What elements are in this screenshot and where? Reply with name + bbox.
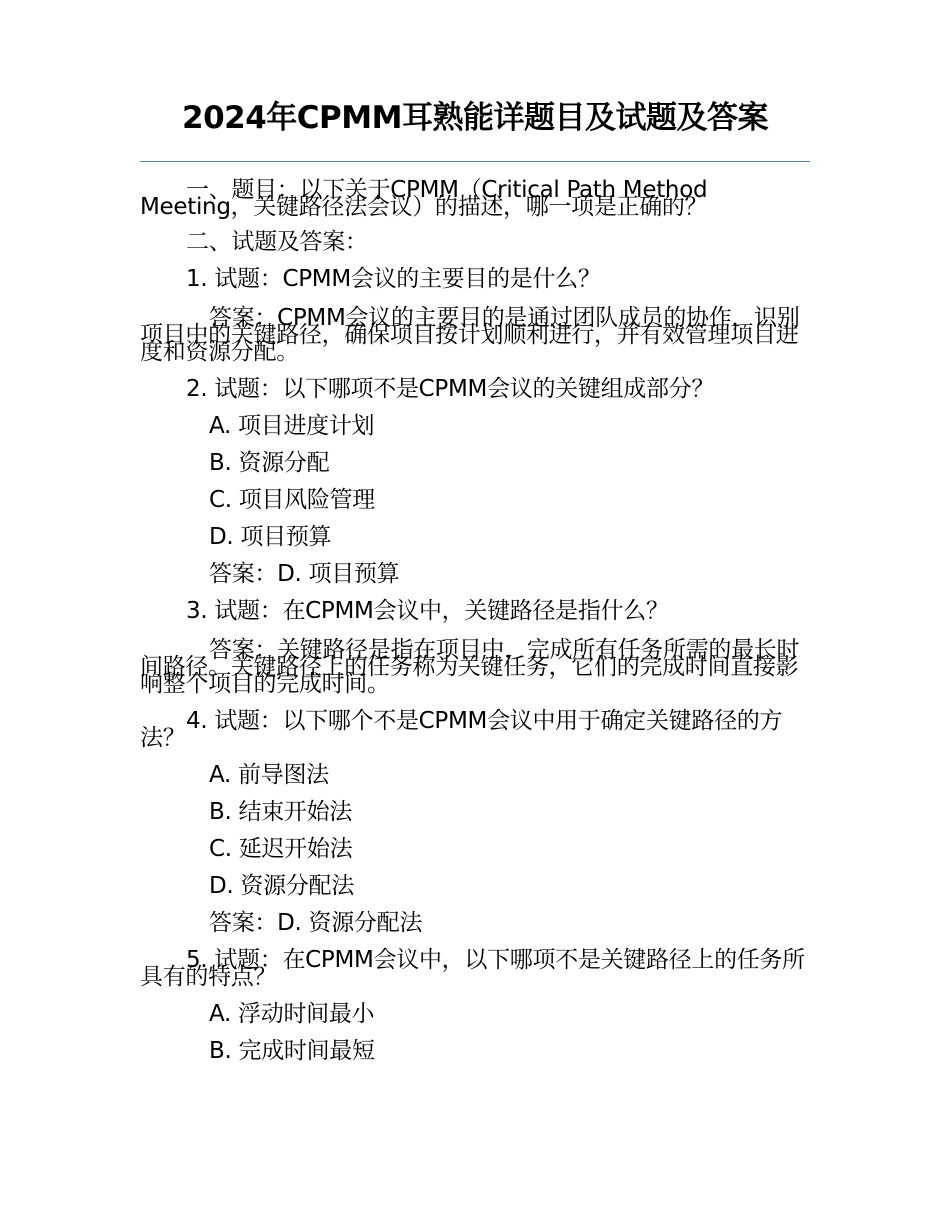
q3-answer: 答案：关键路径是指在项目中，完成所有任务所需的最长时间路径。关键路径上的任务称为关键任务，它们的完成时间直接影响整个项目的完成时间。 xyxy=(140,637,800,697)
q3-question: 3. 试题：在CPMM会议中，关键路径是指什么？ xyxy=(186,598,669,624)
q5-option-a: A. 浮动时间最小 xyxy=(209,1001,375,1027)
q1-answer: 答案：CPMM会议的主要目的是通过团队成员的协作，识别项目中的关键路径，确保项目按计划顺利进行，并有效管理项目进度和资源分配。 xyxy=(140,305,800,365)
document-title: 2024年CPMM耳熟能详题目及试题及答案 xyxy=(182,100,768,136)
section-heading: 二、试题及答案： xyxy=(186,229,368,255)
q2-question: 2. 试题：以下哪项不是CPMM会议的关键组成部分？ xyxy=(186,376,715,402)
q5-question: 5. 试题：在CPMM会议中，以下哪项不是关键路径上的任务所具有的特点？ xyxy=(140,947,805,990)
title-divider xyxy=(140,161,810,162)
q2-answer: 答案：D. 项目预算 xyxy=(209,561,400,587)
document-body xyxy=(140,177,810,1064)
q4-option-c: C. 延迟开始法 xyxy=(209,836,353,862)
intro-paragraph: 一、题目：以下关于CPMM（Critical Path Method Meeting，关键路径法会议）的描述，哪一项是正确的？ xyxy=(140,177,708,220)
q2-option-b: B. 资源分配 xyxy=(209,450,330,476)
q5-option-b: B. 完成时间最短 xyxy=(209,1038,375,1064)
q4-option-a: A. 前导图法 xyxy=(209,762,329,788)
q2-option-a: A. 项目进度计划 xyxy=(209,413,375,439)
q1-question: 1. 试题：CPMM会议的主要目的是什么？ xyxy=(186,266,601,292)
q4-question: 4. 试题：以下哪个不是CPMM会议中用于确定关键路径的方法？ xyxy=(140,708,783,751)
q2-option-c: C. 项目风险管理 xyxy=(209,487,375,513)
q4-answer: 答案：D. 资源分配法 xyxy=(209,910,423,936)
q4-option-b: B. 结束开始法 xyxy=(209,799,353,825)
q4-option-d: D. 资源分配法 xyxy=(209,873,354,899)
q2-option-d: D. 项目预算 xyxy=(209,524,332,550)
